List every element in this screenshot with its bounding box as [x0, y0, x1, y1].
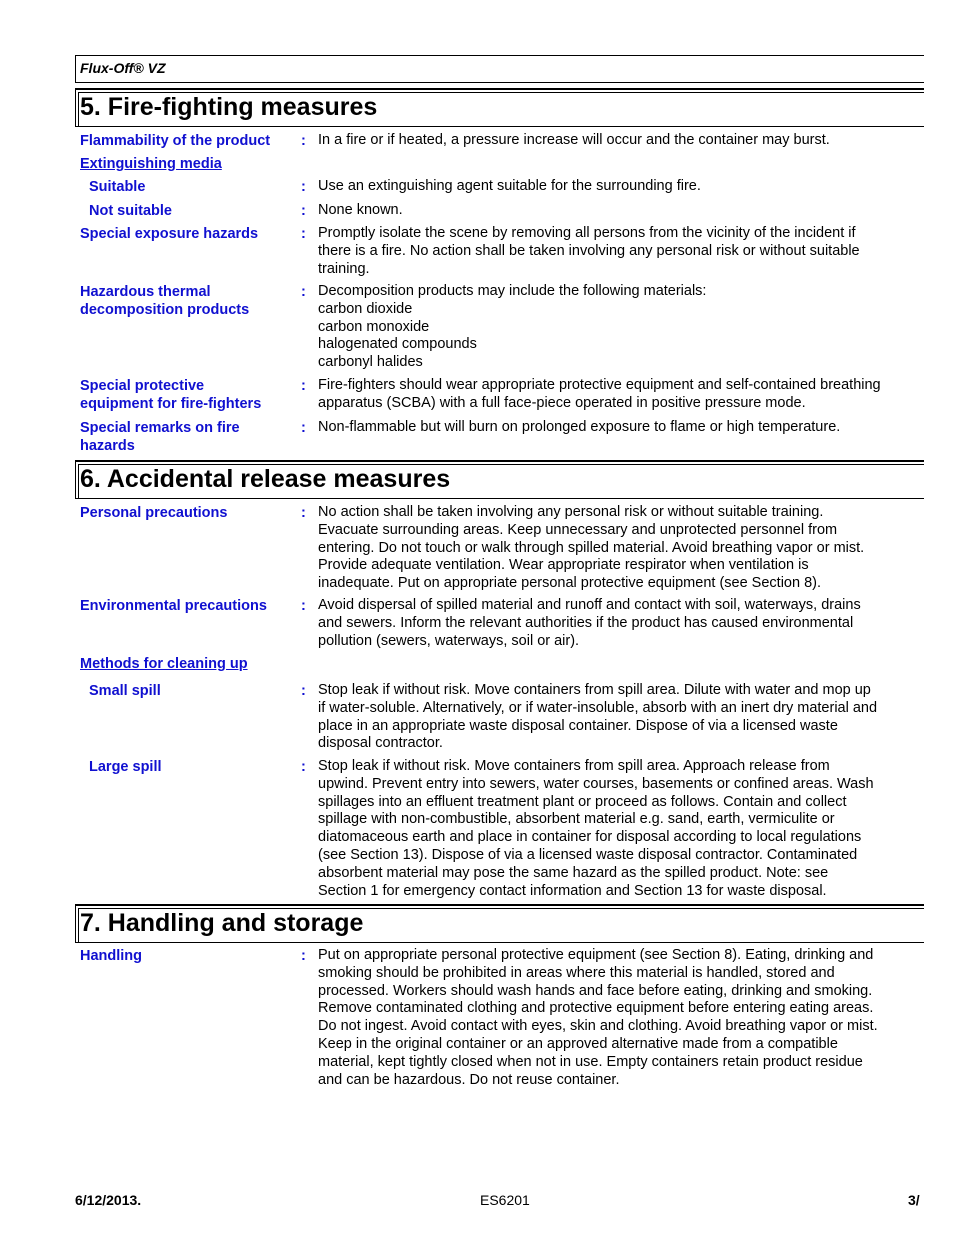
personal-precautions-value: No action shall be taken involving any personal risk or without suitable training. Evacuate surrounding areas. Keep unnecessary and unprotected personnel from entering. Do not touch or walk through spilled material. Avoid breathing vapor or mist. Provide adequate ventilation. Wear appropriate respirator when ventilation is inadequate. Put on appropriate personal protective equipment (see Section 8).	[318, 504, 865, 592]
product-header	[75, 55, 924, 83]
section-7-title: 7. Handling and storage	[80, 909, 364, 937]
special-exposure-label: Special exposure hazards	[80, 226, 259, 242]
colon: :	[301, 284, 306, 300]
footer-doc-code: ES6201	[480, 1192, 530, 1208]
extinguishing-media-link[interactable]: Extinguishing media	[80, 156, 222, 172]
large-spill-label: Large spill	[89, 759, 162, 775]
suitable-label: Suitable	[89, 179, 146, 195]
colon: :	[301, 759, 306, 775]
handling-value: Put on appropriate personal protective equipment (see Section 8). Eating, drinking and smoking should be prohibited in areas where this material is handled, stored and processed. Workers should wash hands and face before eating, drinking and smoking. Remove contaminated clothing and protective equipment before entering eating areas. Do not ingest. Avoid contact with eyes, skin and clothing. Avoid breathing vapor or mist. Keep in the original container or an approved alternative made from a compatible material, kept tightly closed when not in use. Empty containers retain product residue and can be hazardous. Do not reuse container.	[318, 947, 878, 1088]
not-suitable-label: Not suitable	[89, 203, 172, 219]
section-5-title: 5. Fire-fighting measures	[80, 93, 378, 121]
colon: :	[301, 505, 306, 521]
handling-label: Handling	[80, 948, 143, 964]
special-remarks-value: Non-flammable but will burn on prolonged exposure to flame or high temperature.	[318, 419, 841, 435]
colon: :	[301, 420, 306, 436]
footer-page-number: 3/	[908, 1192, 920, 1208]
methods-cleaning-link[interactable]: Methods for cleaning up	[80, 656, 248, 672]
flammability-value: In a fire or if heated, a pressure increase will occur and the container may burst.	[318, 132, 830, 148]
not-suitable-value: None known.	[318, 202, 403, 218]
small-spill-value: Stop leak if without risk. Move containers from spill area. Dilute with water and mop up if water-soluble. Alternatively, or if water-insoluble, absorb with an inert dry material and place in an appropriate waste disposal container. Dispose of via a licensed waste disposal contractor.	[318, 682, 878, 752]
colon: :	[301, 598, 306, 614]
suitable-value: Use an extinguishing agent suitable for the surrounding fire.	[318, 178, 701, 194]
section-7-title-box	[75, 904, 924, 943]
colon: :	[301, 683, 306, 699]
colon: :	[301, 948, 306, 964]
product-name: Flux-Off® VZ	[80, 60, 166, 76]
flammability-label: Flammability of the product	[80, 133, 271, 149]
special-protective-value: Fire-fighters should wear appropriate protective equipment and self-contained breathing apparatus (SCBA) with a full face-piece operated in positive pressure mode.	[318, 377, 881, 411]
colon: :	[301, 226, 306, 242]
colon: :	[301, 133, 306, 149]
colon: :	[301, 179, 306, 195]
personal-precautions-label: Personal precautions	[80, 505, 228, 521]
small-spill-label: Small spill	[89, 683, 161, 699]
special-remarks-label: Special remarks on fire hazards	[80, 420, 240, 454]
special-exposure-value: Promptly isolate the scene by removing all persons from the vicinity of the incident if there is a fire. No action shall be taken involving any personal risk or without suitable training.	[318, 225, 860, 277]
colon: :	[301, 378, 306, 394]
section-5-title-box	[75, 88, 924, 127]
environmental-precautions-value: Avoid dispersal of spilled material and runoff and contact with soil, waterways, drains and sewers. Inform the relevant authorities if the product has caused environmental pollution (sewers, waterways, soil or air).	[318, 597, 861, 649]
colon: :	[301, 203, 306, 219]
large-spill-value: Stop leak if without risk. Move containers from spill area. Approach release from upwind. Prevent entry into sewers, water courses, basements or confined areas. Wash spillages into an effluent treatment plant or proceed as follows. Contain and collect spillage with non-combustible, absorbent material e.g. sand, earth, vermiculite or diatomaceous earth and place in container for disposal according to local regulations (see Section 13). Dispose of via a licensed waste disposal contractor. Contaminated absorbent material may pose the same hazard as the spilled product. Note: see Section 1 for emergency contact information and Section 13 for waste disposal.	[318, 758, 874, 899]
section-6-title: 6. Accidental release measures	[80, 465, 451, 493]
section-6-title-box	[75, 460, 924, 499]
footer-date: 6/12/2013.	[75, 1192, 142, 1208]
hazardous-thermal-value: Decomposition products may include the following materials: carbon dioxide carbon monoxide halogenated compounds carbonyl halides	[318, 283, 707, 371]
special-protective-label: Special protective equipment for fire-fighters	[80, 378, 262, 412]
hazardous-thermal-label: Hazardous thermal decomposition products	[80, 284, 250, 318]
environmental-precautions-label: Environmental precautions	[80, 598, 267, 614]
